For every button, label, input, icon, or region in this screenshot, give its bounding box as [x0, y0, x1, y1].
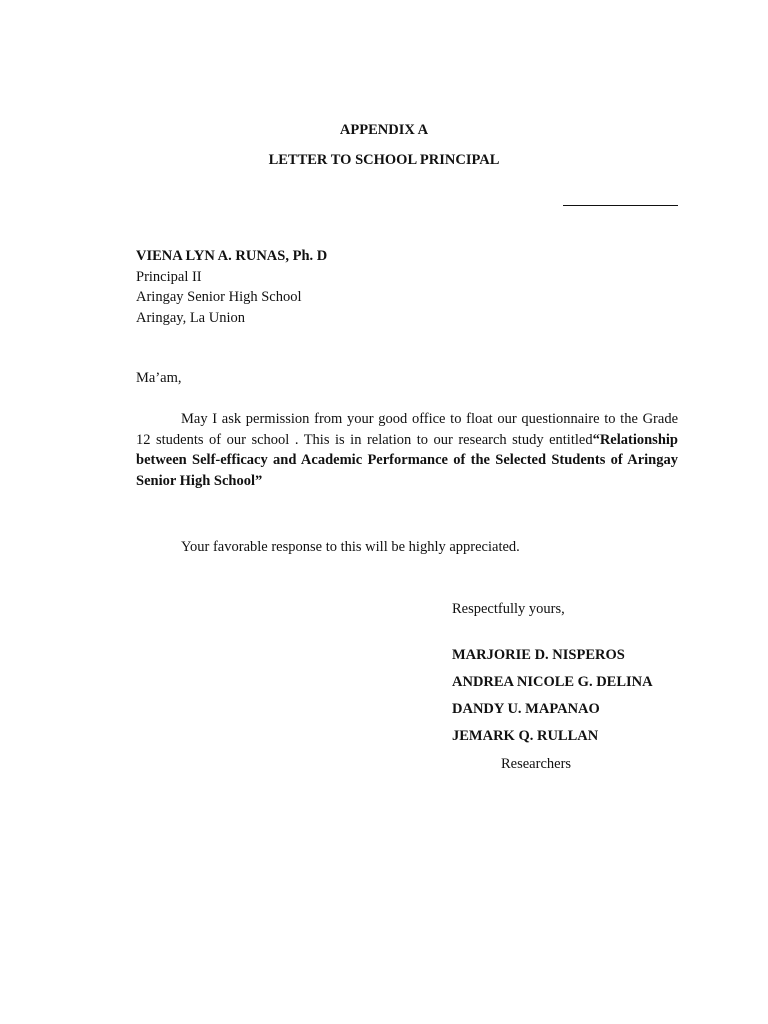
date-line [563, 205, 678, 206]
researcher-name: DANDY U. MAPANAO [452, 701, 600, 717]
recipient-name: VIENA LYN A. RUNAS, Ph. D [136, 248, 328, 264]
researcher-name: MARJORIE D. NISPEROS [452, 647, 625, 663]
researcher-name: JEMARK Q. RULLAN [452, 728, 599, 744]
researcher-names [452, 642, 653, 750]
recipient-block [136, 246, 327, 328]
researchers-label: Researchers [501, 756, 572, 772]
body-paragraph-1 [136, 409, 678, 491]
recipient-school: Aringay Senior High School [136, 289, 302, 305]
complimentary-close: Respectfully yours, [452, 601, 565, 617]
appendix-label: APPENDIX A [339, 122, 429, 138]
body-paragraph-2: Your favorable response to this will be highly appreciated. [181, 539, 520, 555]
recipient-position: Principal II [136, 268, 202, 285]
salutation: Ma’am, [136, 370, 182, 386]
body-paragraph-1-text: May I ask permission from your good office to float our questionnaire to the Grade 12 students of our school . This is in relation to our research study entitled [136, 411, 678, 448]
recipient-location: Aringay, La Union [136, 309, 245, 326]
researcher-name: ANDREA NICOLE G. DELINA [452, 674, 653, 690]
letter-title: LETTER TO SCHOOL PRINCIPAL [268, 152, 500, 168]
study-title: “Relationship between Self-efficacy and Academic Performance of the Selected Students of Aringay Senior High School” [136, 431, 678, 489]
